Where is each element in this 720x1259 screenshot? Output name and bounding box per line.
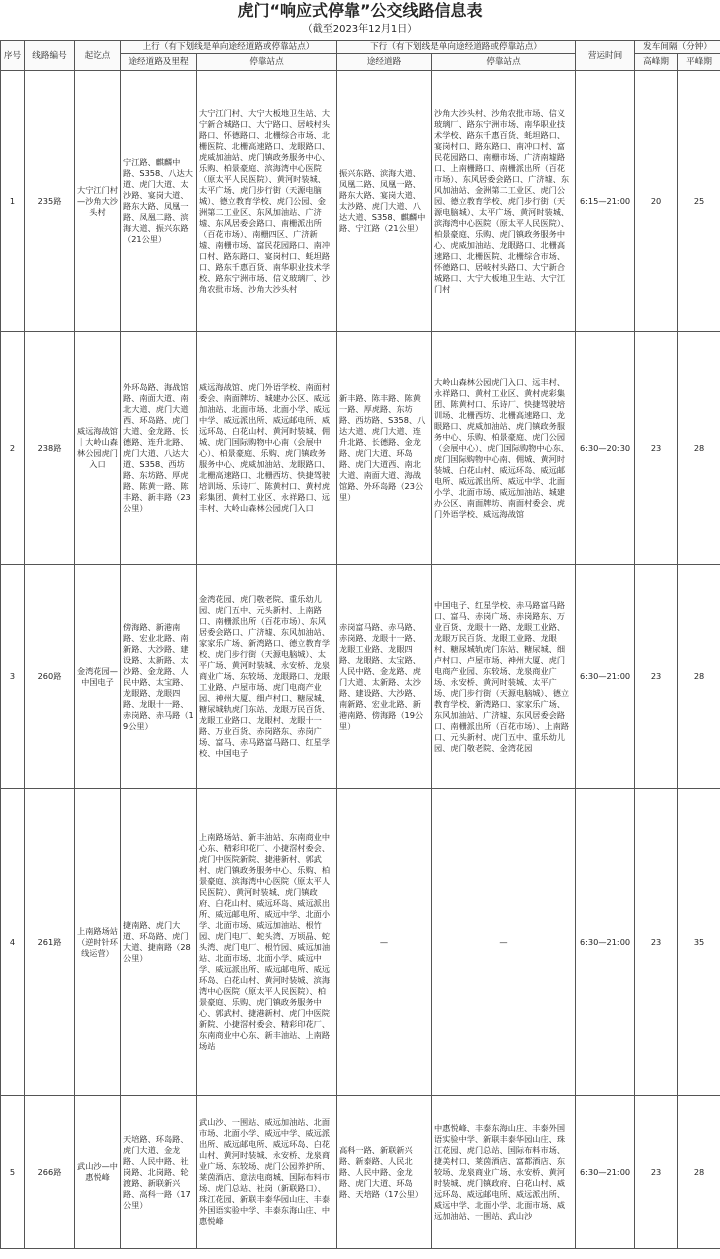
cell-up-roads: 外环岛路、海战馆路、南面大道、南北大道、虎门大道西、环岛路、虎门大道、金龙路、长德路、连升北路、虎门大道、八达大道、S358、西坊路、东坊路、厚虎路、陈黄一路、陈丰路、新丰路（23公里） — [121, 332, 197, 565]
cell-down-roads: 振兴东路、滨海大道、凤凰二路、凤凰一路、路东大路、宴岗大道、太沙路、虎门大道、八达大道、S358、麒麟中路、宁江路（21公里） — [337, 71, 432, 332]
page-subtitle: （截至2023年12月1日） — [302, 24, 418, 35]
cell-down-stops: 沙角大沙头村、沙角农批市场、信义玻璃厂、路东宁洲市场、南华职业技术学校、路东千惠百货、蚝坦路口、宴岗村口、路东路口、南冲口村、富民花园路口、南栅市场、广济南墟路口、上南栅路口、南栅派出所（百花市场）、东风居委会路口、广济墟、东风加油站、金洲第二工业区、虎门公园、德立教育学校、虎门步行街（天源电脑城）、太平广场、黄河时装城、滨海湾中心医院（原太平人民医院）、柏景豪庭、乐购、虎门镇政务服务中心、虎威加油站、龙眼路口、北栅高速路口、北栅医院、北栅综合市场、怀德路口、居岐村头路口、大宁新合城路口、大宁大板地卫生站、大宁江门村 — [432, 71, 576, 332]
header-down: 下行（有下划线是单向途经道路或停靠站点） — [337, 41, 576, 54]
cell-peak: 23 — [635, 789, 678, 1096]
cell-up-roads: 宁江路、麒麟中路、S358、八达大道、虎门大道、太沙路、宴岗大道、路东大路、凤凰一路、凤凰二路、滨海大道、振兴东路（21公里） — [121, 71, 197, 332]
cell-route: 261路 — [25, 789, 75, 1096]
table-row — [1, 789, 720, 1096]
header-hours: 营运时间 — [576, 41, 635, 71]
cell-up-roads: 捷南路、虎门大道、环岛路、虎门大道、捷南路（28公里） — [121, 789, 197, 1096]
cell-offpeak: 35 — [678, 789, 720, 1096]
cell-down-stops: 中惠悦峰、丰泰东海山庄、丰泰外国语实验中学、新联丰泰华园山庄、珠江花园、虎门总站、国际布料市场、捷美村口、莱茵酒店、富都酒店、东较场、龙泉商业广场、永安桥、黄河时装城、虎门镇政府、白花山村、威远环岛、威远邮电所、威远派出所、威远中学、北面小学、北面市场、威远加油站、一围站、武山沙 — [432, 1096, 576, 1249]
cell-hours: 6:15—21:00 — [576, 71, 635, 332]
cell-up-stops: 大宁江门村、大宁大板地卫生站、大宁新合城路口、大宁路口、居岐村头路口、怀德路口、北栅综合市场、北栅医院、北栅高速路口、龙眼路口、虎威加油站、虎门镇政务服务中心、乐购、柏景豪庭、滨海湾中心医院（原太平人民医院）、黄河时装城、太平广场、虎门步行街（天源电脑城）、德立教育学校、虎门公园、金洲第二工业区、东风加油站、广济墟、东风居委会路口、南栅派出所（百花市场）、南栅四区、广济新墟、南栅市场、富民花园路口、南冲口村、路东路口、宴岗村口、蚝坦路口、路东千惠百货、南华职业技术学校、路东宁洲市场、信义玻璃厂、沙角农批市场、沙角大沙头村 — [197, 71, 337, 332]
page-title: 虎门“响应式停靠”公交线路信息表 — [237, 1, 483, 20]
cell-hours: 6:30—21:00 — [576, 789, 635, 1096]
cell-route: 266路 — [25, 1096, 75, 1249]
cell-up-stops: 上南路场站、新丰油站、东南商业中心东、精彩印花厂、小捷滘村委会、虎门中医院新院、捷港新村、郭武村、虎门镇政务服务中心、乐购、柏景豪庭、滨海湾中心医院（原太平人民医院）、黄河时装城、虎门镇政府、白花山村、威远环岛、威远派出所、威远邮电所、威远中学、北面小学、北面市场、威远加油站、根竹园、虎门电厂、蛇头湾、万顷晶、蛇头湾、虎门电厂、根竹园、威远加油站、北面市场、北面小学、威远中学、威远派出所、威远邮电所、威远环岛、白花山村、黄河时装城、滨海湾中心医院（原太平人民医院）、柏景豪庭、乐购、虎门镇政务服务中心、郭武村、捷港新村、虎门中医院新院、小捷滘村委会、精彩印花厂、东南商业中心东、新丰油站、上南路场站 — [197, 789, 337, 1096]
cell-up-stops: 威远海战馆、虎门外语学校、南面村委会、南面牌坊、城建办公区、威远加油站、北面市场、北面小学、威远中学、威远派出所、威远邮电所、威远环岛、白花山村、黄河时装城、佣城、虎门国际购物中心南（会展中心）、柏景豪庭、乐购、虎门镇政务服务中心、虎威加油站、龙眼路口、北栅高速路口、北栅西坊、快捷驾驶培训场、乐诗厂、陈黄村口、黄村虎彩集团、黄村工业区、永祥路口、远丰村、大岭山森林公园虎门入口 — [197, 332, 337, 565]
cell-hours: 6:30—20:30 — [576, 332, 635, 565]
header-route: 线路编号 — [25, 41, 75, 71]
table-row — [1, 1096, 720, 1249]
cell-terminals: 威远海战馆｜大岭山森林公园虎门入口 — [75, 332, 121, 565]
cell-peak: 23 — [635, 332, 678, 565]
cell-no: 3 — [1, 565, 25, 789]
cell-no: 2 — [1, 332, 25, 565]
cell-down-roads: 赤岗富马路、赤马路、赤岗路、龙眼十一路、龙眼工业路、龙眼四路、龙眼路、太宝路、人民中路、金龙路、虎门大道、太新路、太沙路、建设路、大沙路、南新路、宏业北路、新港南路、傍海路（19公里） — [337, 565, 432, 789]
cell-route: 235路 — [25, 71, 75, 332]
cell-up-roads: 天培路、环岛路、虎门大道、金龙路、人民中路、社岗路、北岗路、轮渡路、新联新兴路、高科一路（17公里） — [121, 1096, 197, 1249]
header-interval: 发车间隔（分钟） — [635, 41, 720, 54]
cell-offpeak: 28 — [678, 565, 720, 789]
header-up-stops: 停靠站点 — [197, 54, 337, 71]
table-row — [1, 565, 720, 789]
header-up: 上行（有下划线是单向途经道路或停靠站点） — [121, 41, 337, 54]
cell-up-stops: 武山沙、一围站、威远加油站、北面市场、北面小学、威远中学、威远派出所、威远邮电所、威远环岛、白花山村、黄河时装城、永安桥、龙泉商业广场、东较场、虎门公园养护所、莱茵酒店、意法电商城、国际布料市场、虎门总站、社岗（新联路口）、珠江花园、新联丰泰华园山庄、丰泰外国语实验中学、丰泰东海山庄、中惠悦峰 — [197, 1096, 337, 1249]
table-row — [1, 71, 720, 332]
cell-hours: 6:30—21:00 — [576, 565, 635, 789]
cell-down-roads: 高科一路、新联新兴路、新泰路、人民北路、人民中路、金龙路、虎门大道、环岛路、天培路（17公里） — [337, 1096, 432, 1249]
cell-down-roads: 新丰路、陈丰路、陈黄一路、厚虎路、东坊路、西坊路、S358、八达大道、虎门大道、连升北路、长德路、金龙路、虎门大道、环岛路、虎门大道西、南北大道、南面大道、海战馆路、外环岛路（23公里） — [337, 332, 432, 565]
cell-offpeak: 28 — [678, 332, 720, 565]
header-down-stops: 停靠站点 — [432, 54, 576, 71]
cell-peak: 23 — [635, 1096, 678, 1249]
cell-up-stops: 金湾花园、虎门敬老院、重乐幼儿园、虎门五中、元头新村、上南路口、南栅派出所（百花市场）、东风居委会路口、广济墟、东风加油站、家家乐广场、新湾路口、德立教育学校、虎门步行街（天源电脑城）、太平广场、黄河时装城、永安桥、龙泉商业广场、东较场、龙眼路口、龙眼工业路、卢屋市场、虎门电商产业园、神州大厦、细卢村口、糖尿城、糖尿城轨虎门东站、龙眼万民百货、龙眼工业路口、龙眼村、龙眼十一路、万业百货、赤岗路东、赤岗广场、富马、赤马路富马路口、红星学校、中国电子 — [197, 565, 337, 789]
cell-down-stops: — — [432, 789, 576, 1096]
table-row — [1, 332, 720, 565]
cell-no: 5 — [1, 1096, 25, 1249]
cell-terminals: 金湾花园—中国电子 — [75, 565, 121, 789]
cell-up-roads: 傍海路、新港南路、宏业北路、南新路、大沙路、建设路、太新路、太沙路、金龙路、人民中路、太宝路、龙眼路、龙眼四路、龙眼十一路、赤岗路、赤马路（19公里） — [121, 565, 197, 789]
cell-down-stops: 中国电子、红星学校、赤马路富马路口、富马、赤岗广场、赤岗路东、万业百货、龙眼十一路、龙眼工业路、龙眼万民百货、龙眼工业路、龙眼村、糖尿城轨虎门东站、糖尿城、细卢村口、卢屋市场、神州大厦、虎门电商产业园、东较场、龙泉商业广场、永安桥、黄河时装城、太平广场、虎门步行街（天源电脑城）、德立教育学校、新湾路口、家家乐广场、东风加油站、广济墟、东风居委会路口、南栅派出所（百花市场）、上南路口、元头新村、虎门五中、重乐幼儿园、虎门敬老院、金湾花园 — [432, 565, 576, 789]
route-table — [0, 40, 720, 1249]
cell-hours: 6:30—21:00 — [576, 1096, 635, 1249]
cell-offpeak: 28 — [678, 1096, 720, 1249]
cell-terminals: 上南路场站（逆时针环线运营） — [75, 789, 121, 1096]
cell-offpeak: 25 — [678, 71, 720, 332]
header-up-roads: 途经道路及里程 — [121, 54, 197, 71]
cell-peak: 20 — [635, 71, 678, 332]
header-peak: 高峰期 — [635, 54, 678, 71]
cell-route: 238路 — [25, 332, 75, 565]
cell-terminals: 武山沙—中惠悦峰 — [75, 1096, 121, 1249]
header-row-1 — [1, 41, 720, 54]
header-terminals: 起讫点 — [75, 41, 121, 71]
header-offpeak: 平峰期 — [678, 54, 720, 71]
cell-terminals: 大宁江门村—沙角大沙头村 — [75, 71, 121, 332]
cell-peak: 23 — [635, 565, 678, 789]
header-down-roads: 途经道路 — [337, 54, 432, 71]
header-no: 序号 — [1, 41, 25, 71]
cell-route: 260路 — [25, 565, 75, 789]
cell-no: 4 — [1, 789, 25, 1096]
cell-no: 1 — [1, 71, 25, 332]
cell-down-roads: — — [337, 789, 432, 1096]
cell-down-stops: 大岭山森林公园虎门入口、远丰村、永祥路口、黄村工业区、黄村虎彩集团、陈黄村口、乐诗厂、快捷驾驶培训场、北栅西坊、北栅高速路口、龙眼路口、虎威加油站、虎门镇政务服务中心、乐购、柏景豪庭、虎门公园（会展中心）、虎门国际购物中心东、虎门国际购物中心南、佣城、黄河时装城、白花山村、威远环岛、威远邮电所、威远派出所、威远中学、北面小学、北面市场、威远加油站、城建办公区、南面牌坊、南面村委会、虎门外语学校、威远海战馆 — [432, 332, 576, 565]
